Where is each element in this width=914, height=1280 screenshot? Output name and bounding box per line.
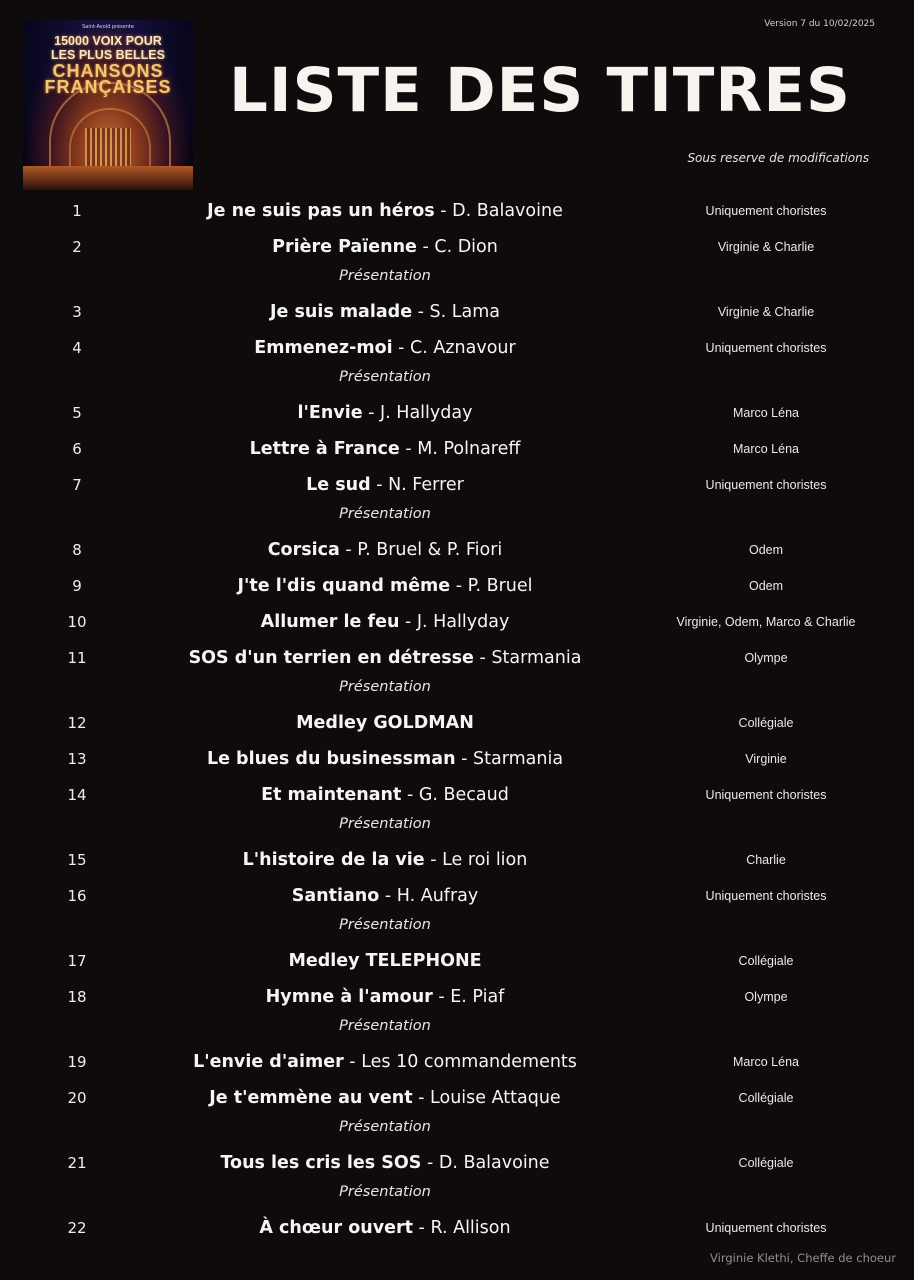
- song-row: [0, 951, 914, 987]
- poster-stage: [23, 166, 193, 190]
- presentation-label: Présentation: [339, 679, 431, 695]
- song-performer: Uniquement choristes: [705, 204, 827, 218]
- song-artist: J. Hallyday: [380, 403, 473, 423]
- song-number: 18: [67, 988, 87, 1006]
- presentation-label: Présentation: [339, 1119, 431, 1135]
- song-artist: P. Bruel & P. Fiori: [357, 540, 503, 560]
- song-number: 20: [67, 1089, 87, 1107]
- song-title-artist: [125, 647, 645, 669]
- song-performer: Uniquement choristes: [705, 478, 827, 492]
- song-number: 22: [67, 1219, 87, 1237]
- song-performer: Uniquement choristes: [705, 889, 827, 903]
- song-performer: Uniquement choristes: [705, 1221, 827, 1235]
- song-number: 7: [72, 476, 82, 494]
- song-artist: P. Bruel: [467, 576, 533, 596]
- concert-poster-image: [23, 20, 193, 190]
- song-row: [0, 201, 914, 237]
- song-title-artist: [125, 1217, 645, 1239]
- song-artist: J. Hallyday: [416, 612, 510, 632]
- song-artist: R. Allison: [430, 1218, 511, 1238]
- song-performer: Collégiale: [738, 716, 794, 730]
- song-number: 12: [67, 714, 87, 732]
- song-title: Santiano: [291, 886, 380, 906]
- song-performer: Uniquement choristes: [705, 788, 827, 802]
- song-title: Allumer le feu: [260, 612, 400, 632]
- song-number: 2: [72, 238, 82, 256]
- song-number: 21: [67, 1154, 87, 1172]
- song-number: 14: [67, 786, 87, 804]
- song-performer: Odem: [748, 579, 784, 593]
- song-title: J'te l'dis quand même: [237, 576, 451, 596]
- song-title-artist: [125, 1152, 645, 1174]
- song-performer: Marco Léna: [732, 406, 799, 420]
- song-artist: E. Piaf: [450, 987, 505, 1007]
- song-title: Le blues du businessman: [206, 749, 456, 769]
- poster-small-text: Saint-Avold présente: [82, 24, 134, 30]
- title-artist-separator: -: [432, 987, 451, 1007]
- song-artist: D. Balavoine: [438, 1153, 550, 1173]
- song-number: 11: [67, 649, 87, 667]
- presentation-label: Présentation: [339, 1018, 431, 1034]
- song-performer: Olympe: [744, 651, 788, 665]
- song-title: Et maintenant: [261, 785, 402, 805]
- song-title-artist: [125, 950, 645, 972]
- song-title: l'Envie: [297, 403, 363, 423]
- song-row: [0, 540, 914, 576]
- song-number: 13: [67, 750, 87, 768]
- song-title: Emmenez-moi: [254, 338, 393, 358]
- song-number: 8: [72, 541, 82, 559]
- song-performer: Collégiale: [738, 1156, 794, 1170]
- song-title: À chœur ouvert: [259, 1218, 413, 1238]
- song-artist: Starmania: [491, 648, 582, 668]
- song-title-artist: [125, 236, 645, 258]
- song-title: Corsica: [267, 540, 340, 560]
- song-title-artist: [125, 539, 645, 561]
- song-performer: Olympe: [744, 990, 788, 1004]
- song-number: 3: [72, 303, 82, 321]
- song-performer: Virginie, Odem, Marco & Charlie: [676, 615, 856, 629]
- presentation-label: Présentation: [339, 506, 431, 522]
- song-number: 6: [72, 440, 82, 458]
- song-performer: Uniquement choristes: [705, 341, 827, 355]
- presentation-label: Présentation: [339, 816, 431, 832]
- song-row: [0, 713, 914, 749]
- song-title-artist: [125, 402, 645, 424]
- poster-title-line-1: 15000 VOIX POUR: [54, 34, 162, 48]
- version-label: Version 7 du 10/02/2025: [764, 19, 875, 29]
- song-title-artist: [125, 1087, 645, 1109]
- song-number: 5: [72, 404, 82, 422]
- presentation-label: Présentation: [339, 1184, 431, 1200]
- title-artist-separator: -: [412, 1088, 431, 1108]
- song-artist: M. Polnareff: [417, 439, 521, 459]
- song-number: 19: [67, 1053, 87, 1071]
- song-performer: Odem: [748, 543, 784, 557]
- song-number: 10: [67, 613, 87, 631]
- song-number: 15: [67, 851, 87, 869]
- title-artist-separator: -: [412, 1218, 431, 1238]
- song-artist: D. Balavoine: [452, 201, 563, 221]
- song-title: Prière Païenne: [272, 237, 417, 257]
- song-row: [0, 850, 914, 886]
- song-title: SOS d'un terrien en détresse: [188, 648, 474, 668]
- title-artist-separator: -: [399, 439, 418, 459]
- song-title: L'histoire de la vie: [242, 850, 425, 870]
- song-artist: Starmania: [473, 749, 564, 769]
- song-performer: Virginie & Charlie: [717, 240, 815, 254]
- title-artist-separator: -: [450, 576, 468, 596]
- title-artist-separator: -: [455, 749, 474, 769]
- song-title-artist: [125, 748, 645, 770]
- song-number: 1: [72, 202, 82, 220]
- title-artist-separator: -: [424, 850, 443, 870]
- title-artist-separator: -: [362, 403, 381, 423]
- song-artist: Louise Attaque: [430, 1088, 561, 1108]
- title-artist-separator: -: [399, 612, 417, 632]
- song-title-artist: [125, 438, 645, 460]
- song-row: [0, 612, 914, 648]
- song-title: Medley GOLDMAN: [296, 713, 474, 733]
- title-artist-separator: -: [421, 1153, 439, 1173]
- song-title: Le sud: [306, 475, 371, 495]
- song-title-artist: [125, 784, 645, 806]
- song-artist: C. Dion: [434, 237, 498, 257]
- presentation-label: Présentation: [339, 268, 431, 284]
- song-performer: Charlie: [746, 853, 786, 867]
- modifications-note: Sous reserve de modifications: [687, 151, 869, 165]
- footer-signature: Virginie Klethi, Cheffe de choeur: [710, 1251, 896, 1265]
- page-title: LISTE DES TITRES: [229, 55, 851, 126]
- poster-title-line-2: LES PLUS BELLES: [51, 48, 165, 62]
- song-row: [0, 749, 914, 785]
- song-row: [0, 576, 914, 612]
- song-title: Je ne suis pas un héros: [207, 201, 435, 221]
- song-number: 9: [72, 577, 82, 595]
- song-title-artist: [125, 712, 645, 734]
- title-artist-separator: -: [473, 648, 492, 668]
- title-artist-separator: -: [434, 201, 453, 221]
- song-title: Je t'emmène au vent: [209, 1088, 413, 1108]
- song-row: [0, 1052, 914, 1088]
- presentation-label: Présentation: [339, 369, 431, 385]
- title-artist-separator: -: [401, 785, 419, 805]
- song-title: Hymne à l'amour: [265, 987, 433, 1007]
- song-title-artist: [125, 611, 645, 633]
- song-performer: Collégiale: [738, 1091, 794, 1105]
- song-title-artist: [125, 885, 645, 907]
- song-performer: Virginie: [745, 752, 787, 766]
- song-performer: Marco Léna: [732, 442, 799, 456]
- song-row: [0, 1218, 914, 1254]
- song-title-artist: [125, 986, 645, 1008]
- song-performer: Marco Léna: [732, 1055, 799, 1069]
- song-title-artist: [125, 1051, 645, 1073]
- song-row: [0, 439, 914, 475]
- song-title-artist: [125, 849, 645, 871]
- song-number: 4: [72, 339, 82, 357]
- song-title: Lettre à France: [249, 439, 400, 459]
- song-artist: G. Becaud: [418, 785, 509, 805]
- song-title: L'envie d'aimer: [193, 1052, 344, 1072]
- song-title-artist: [125, 200, 645, 222]
- presentation-label: Présentation: [339, 917, 431, 933]
- song-artist: Le roi lion: [442, 850, 528, 870]
- title-artist-separator: -: [412, 302, 430, 322]
- song-title: Je suis malade: [269, 302, 413, 322]
- song-number: 16: [67, 887, 87, 905]
- song-performer: Virginie & Charlie: [717, 305, 815, 319]
- song-title-artist: [125, 575, 645, 597]
- song-artist: S. Lama: [429, 302, 501, 322]
- song-title-artist: [125, 337, 645, 359]
- song-title-artist: [125, 301, 645, 323]
- title-artist-separator: -: [416, 237, 435, 257]
- song-title: Medley TELEPHONE: [288, 951, 482, 971]
- song-number: 17: [67, 952, 87, 970]
- title-artist-separator: -: [392, 338, 411, 358]
- song-row: [0, 302, 914, 338]
- title-artist-separator: -: [339, 540, 358, 560]
- song-performer: Collégiale: [738, 954, 794, 968]
- song-title-artist: [125, 474, 645, 496]
- song-artist: C. Aznavour: [410, 338, 516, 358]
- title-artist-separator: -: [370, 475, 389, 495]
- song-title: Tous les cris les SOS: [220, 1153, 422, 1173]
- song-artist: N. Ferrer: [388, 475, 464, 495]
- song-artist: Les 10 commandements: [361, 1052, 577, 1072]
- song-artist: H. Aufray: [396, 886, 479, 906]
- poster-title-line-3: CHANSONS: [52, 61, 164, 81]
- song-row: [0, 403, 914, 439]
- poster-title-line-4: FRANÇAISES: [44, 77, 172, 97]
- title-artist-separator: -: [343, 1052, 362, 1072]
- title-artist-separator: -: [379, 886, 397, 906]
